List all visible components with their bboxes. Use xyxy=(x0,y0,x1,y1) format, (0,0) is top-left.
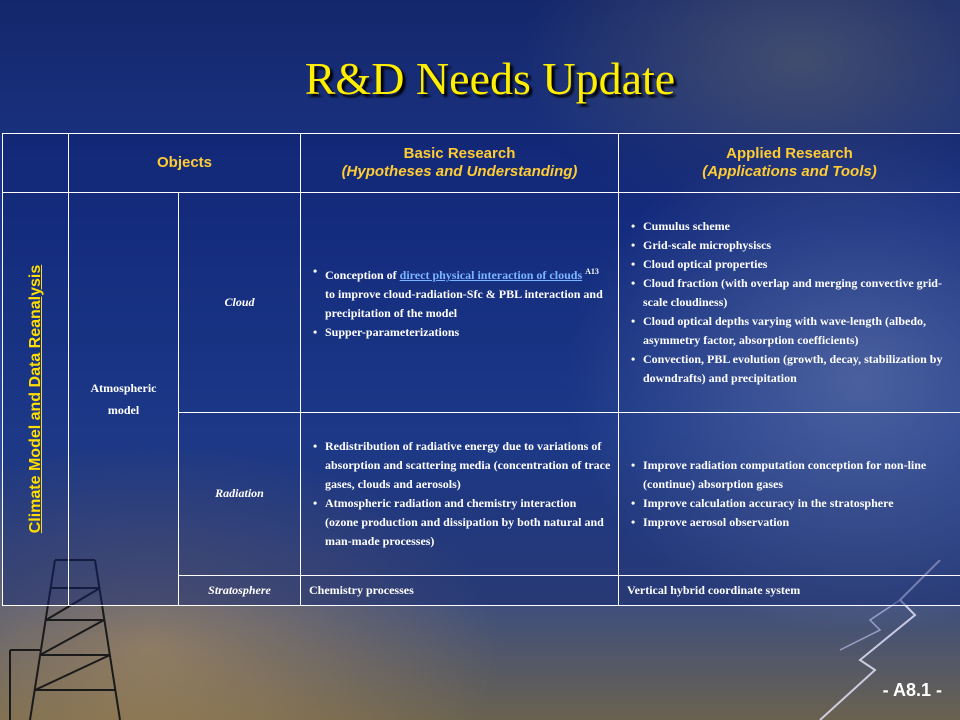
list-item: • Cloud optical properties xyxy=(625,255,954,274)
header-basic-research xyxy=(301,134,619,193)
list-item: • Cloud fraction (with overlap and merging convective grid-scale cloudiness) xyxy=(625,274,954,312)
list-item: • Redistribution of radiative energy due to variations of absorption and scattering media (concentration of trace gases, clouds and aerosols) xyxy=(307,437,612,494)
atmospheric-model-cell xyxy=(69,193,179,606)
list-item: • Cumulus scheme xyxy=(625,217,954,236)
row-group-label[interactable]: Climate Model and Data Reanalysis xyxy=(26,264,44,534)
table-row-cloud xyxy=(3,193,960,413)
header-basic-line1: Basic Research xyxy=(403,145,516,162)
list-item: • Conception of direct physical interaction of clouds $^{A13}$ to improve cloud-radiation-Sfc & PBL interaction and precipitation of the model xyxy=(307,262,610,323)
list-item: • Grid-scale microphysiscs xyxy=(625,236,954,255)
header-applied-line1: Applied Research xyxy=(726,145,853,162)
list-item: • Atmospheric radiation and chemistry interaction (ozone production and dissipation by both natural and man-made processes) xyxy=(307,494,612,551)
header-basic-line2: (Hypotheses and Understanding) xyxy=(341,163,578,180)
cloud-basic-cell xyxy=(301,193,619,413)
cloud-applied-cell xyxy=(619,193,960,413)
object-cloud: Cloud xyxy=(179,193,301,413)
list-item: • Supper-parameterizations xyxy=(307,323,610,342)
row-group-cell xyxy=(3,193,69,606)
slide-title: R&D Needs Update xyxy=(304,53,676,104)
list-item: • Convection, PBL evolution (growth, decay, stabilization by downdrafts) and precipitation xyxy=(625,350,954,388)
page-label: - A8.1 - xyxy=(882,680,942,700)
stratosphere-applied-cell: Vertical hybrid coordinate system xyxy=(619,575,960,605)
atmospheric-label-1: Atmospheric xyxy=(90,381,157,395)
header-objects: Objects xyxy=(69,134,301,193)
object-radiation: Radiation xyxy=(179,412,301,575)
header-corner-cell xyxy=(3,134,69,193)
list-item: • Improve calculation accuracy in the stratosphere xyxy=(625,494,954,513)
list-item: • Improve aerosol observation xyxy=(625,513,954,532)
radiation-applied-cell xyxy=(619,412,960,575)
header-applied-line2: (Applications and Tools) xyxy=(702,163,877,180)
list-item: • Improve radiation computation conception for non-line (continue) absorption gases xyxy=(625,456,954,494)
header-row xyxy=(3,134,960,193)
clouds-interaction-link[interactable]: direct physical interaction of clouds xyxy=(399,268,583,283)
stratosphere-basic-cell: Chemistry processes xyxy=(301,575,619,605)
list-item: • Cloud optical depths varying with wave-length (albedo, asymmetry factor, absorption coefficients) xyxy=(625,312,954,350)
header-applied-research xyxy=(619,134,960,193)
rd-needs-table xyxy=(2,133,960,606)
atmospheric-label-2: model xyxy=(107,403,140,417)
radiation-basic-cell xyxy=(301,412,619,575)
object-stratosphere: Stratosphere xyxy=(179,575,301,605)
